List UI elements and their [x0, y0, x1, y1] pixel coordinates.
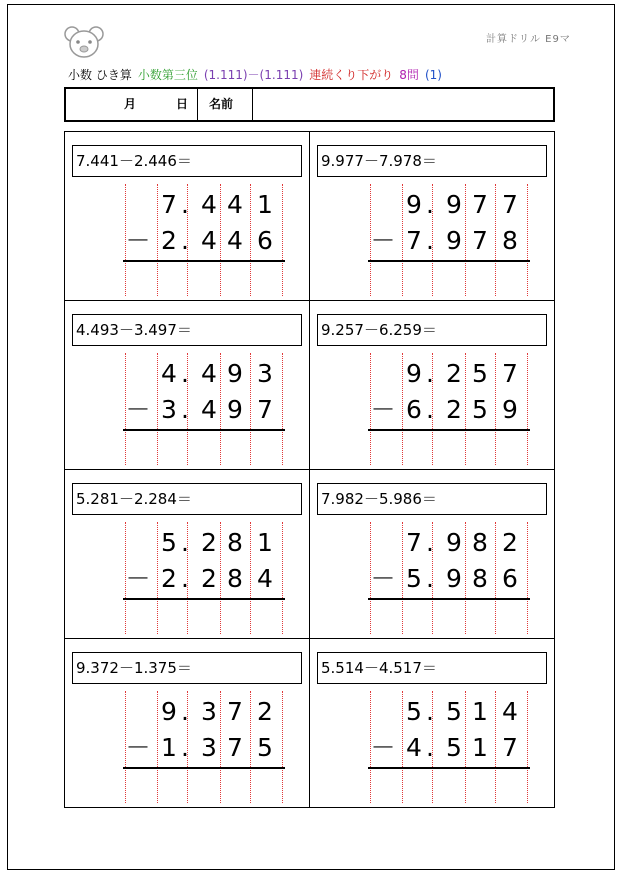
- problem-card: [65, 301, 310, 470]
- subtrahend-digit: 9: [446, 564, 462, 593]
- question-box: 7.982－5.986＝: [317, 483, 547, 515]
- subtrahend-digit: 4: [201, 395, 217, 424]
- subtrahend-digit: 3: [201, 733, 217, 762]
- divider: [197, 89, 198, 120]
- column-guide: [527, 353, 528, 465]
- decimal-point: .: [426, 528, 434, 557]
- minuend-digit: 1: [257, 528, 273, 557]
- column-guide: [282, 691, 283, 803]
- minuend-digit: 8: [227, 528, 243, 557]
- decimal-point: .: [181, 564, 189, 593]
- minuend-digit: 2: [201, 528, 217, 557]
- minuend-digit: 2: [257, 697, 273, 726]
- answer-line: [368, 260, 530, 262]
- decimal-point: .: [426, 359, 434, 388]
- decimal-point: .: [181, 697, 189, 726]
- title-part: 連続くり下がり: [309, 68, 394, 82]
- minuend-digit: 7: [502, 359, 518, 388]
- minuend-digit: 1: [472, 697, 488, 726]
- minuend-digit: 2: [446, 359, 462, 388]
- minuend-digit: 7: [502, 190, 518, 219]
- subtrahend-digit: 2: [201, 564, 217, 593]
- column-guide: [527, 522, 528, 634]
- subtrahend-digit: 7: [406, 226, 422, 255]
- subtrahend-digit: 7: [472, 226, 488, 255]
- minuend-digit: 4: [201, 190, 217, 219]
- subtrahend-digit: 9: [227, 395, 243, 424]
- decimal-point: .: [426, 564, 434, 593]
- minuend-digit: 7: [227, 697, 243, 726]
- answer-line: [123, 429, 285, 431]
- problem-grid: [64, 131, 555, 808]
- decimal-point: .: [426, 226, 434, 255]
- problem-card: [310, 301, 555, 470]
- question-box: 5.514－4.517＝: [317, 652, 547, 684]
- problem-card: [310, 470, 555, 639]
- problem-card: [65, 639, 310, 808]
- divider: [252, 89, 253, 120]
- minuend-digit: 5: [161, 528, 177, 557]
- answer-line: [368, 429, 530, 431]
- question-box: 9.257－6.259＝: [317, 314, 547, 346]
- minus-sign: －: [125, 226, 151, 255]
- decimal-point: .: [181, 395, 189, 424]
- minus-sign: －: [125, 733, 151, 762]
- subtrahend-digit: 4: [201, 226, 217, 255]
- column-guide: [527, 184, 528, 296]
- minuend-digit: 7: [406, 528, 422, 557]
- subtrahend-digit: 8: [227, 564, 243, 593]
- minuend-digit: 9: [406, 190, 422, 219]
- minus-sign: －: [370, 395, 396, 424]
- decimal-point: .: [426, 697, 434, 726]
- question-box: 7.441－2.446＝: [72, 145, 302, 177]
- decimal-point: .: [426, 190, 434, 219]
- subtrahend-digit: 9: [446, 226, 462, 255]
- minuend-digit: 9: [161, 697, 177, 726]
- subtrahend-digit: 4: [257, 564, 273, 593]
- worksheet-title: [68, 66, 448, 83]
- decimal-point: .: [426, 733, 434, 762]
- subtrahend-digit: 5: [406, 564, 422, 593]
- answer-line: [368, 598, 530, 600]
- title-part: 小数 ひき算: [68, 68, 132, 82]
- problem-card: [65, 470, 310, 639]
- minuend-digit: 8: [472, 528, 488, 557]
- problem-card: [310, 132, 555, 301]
- subtrahend-digit: 1: [472, 733, 488, 762]
- brand-label: 計算ドリル E9マ: [486, 34, 571, 45]
- question-box: 9.372－1.375＝: [72, 652, 302, 684]
- minuend-digit: 5: [472, 359, 488, 388]
- subtrahend-digit: 2: [446, 395, 462, 424]
- answer-line: [123, 598, 285, 600]
- subtrahend-digit: 5: [257, 733, 273, 762]
- subtrahend-digit: 5: [446, 733, 462, 762]
- column-guide: [282, 522, 283, 634]
- subtrahend-digit: 5: [472, 395, 488, 424]
- minuend-digit: 4: [161, 359, 177, 388]
- decimal-point: .: [181, 190, 189, 219]
- subtrahend-digit: 6: [502, 564, 518, 593]
- minuend-digit: 5: [406, 697, 422, 726]
- minus-sign: －: [370, 226, 396, 255]
- column-guide: [282, 353, 283, 465]
- subtrahend-digit: 2: [161, 564, 177, 593]
- question-box: 5.281－2.284＝: [72, 483, 302, 515]
- question-box: 4.493－3.497＝: [72, 314, 302, 346]
- minuend-digit: 4: [227, 190, 243, 219]
- decimal-point: .: [181, 733, 189, 762]
- decimal-point: .: [181, 359, 189, 388]
- question-box: 9.977－7.978＝: [317, 145, 547, 177]
- answer-line: [123, 767, 285, 769]
- minuend-digit: 9: [406, 359, 422, 388]
- problem-card: [310, 639, 555, 808]
- minuend-digit: 9: [446, 190, 462, 219]
- subtrahend-digit: 4: [227, 226, 243, 255]
- subtrahend-digit: 6: [406, 395, 422, 424]
- title-part: (1.111)－(1.111): [203, 68, 304, 82]
- minuend-digit: 4: [201, 359, 217, 388]
- day-label: 日: [176, 97, 189, 111]
- title-part: 小数第三位: [137, 68, 198, 82]
- koala-icon: [64, 24, 104, 60]
- decimal-point: .: [426, 395, 434, 424]
- minuend-digit: 9: [446, 528, 462, 557]
- minuend-digit: 7: [161, 190, 177, 219]
- minuend-digit: 1: [257, 190, 273, 219]
- subtrahend-digit: 4: [406, 733, 422, 762]
- name-label: 名前: [209, 97, 234, 111]
- subtrahend-digit: 2: [161, 226, 177, 255]
- minuend-digit: 9: [227, 359, 243, 388]
- subtrahend-digit: 8: [472, 564, 488, 593]
- minus-sign: －: [125, 564, 151, 593]
- problem-card: [65, 132, 310, 301]
- minuend-digit: 2: [502, 528, 518, 557]
- subtrahend-digit: 6: [257, 226, 273, 255]
- minus-sign: －: [370, 733, 396, 762]
- minuend-digit: 3: [257, 359, 273, 388]
- decimal-point: .: [181, 528, 189, 557]
- subtrahend-digit: 7: [227, 733, 243, 762]
- answer-line: [123, 260, 285, 262]
- minuend-digit: 7: [472, 190, 488, 219]
- answer-line: [368, 767, 530, 769]
- subtrahend-digit: 7: [257, 395, 273, 424]
- title-part: (1): [424, 68, 442, 82]
- minuend-digit: 4: [502, 697, 518, 726]
- subtrahend-digit: 8: [502, 226, 518, 255]
- subtrahend-digit: 7: [502, 733, 518, 762]
- subtrahend-digit: 9: [502, 395, 518, 424]
- column-guide: [527, 691, 528, 803]
- minuend-digit: 3: [201, 697, 217, 726]
- minus-sign: －: [125, 395, 151, 424]
- decimal-point: .: [181, 226, 189, 255]
- name-date-box: [64, 87, 555, 122]
- minuend-digit: 5: [446, 697, 462, 726]
- column-guide: [282, 184, 283, 296]
- month-label: 月: [124, 97, 137, 111]
- subtrahend-digit: 3: [161, 395, 177, 424]
- minus-sign: －: [370, 564, 396, 593]
- subtrahend-digit: 1: [161, 733, 177, 762]
- title-part: 8問: [399, 68, 419, 82]
